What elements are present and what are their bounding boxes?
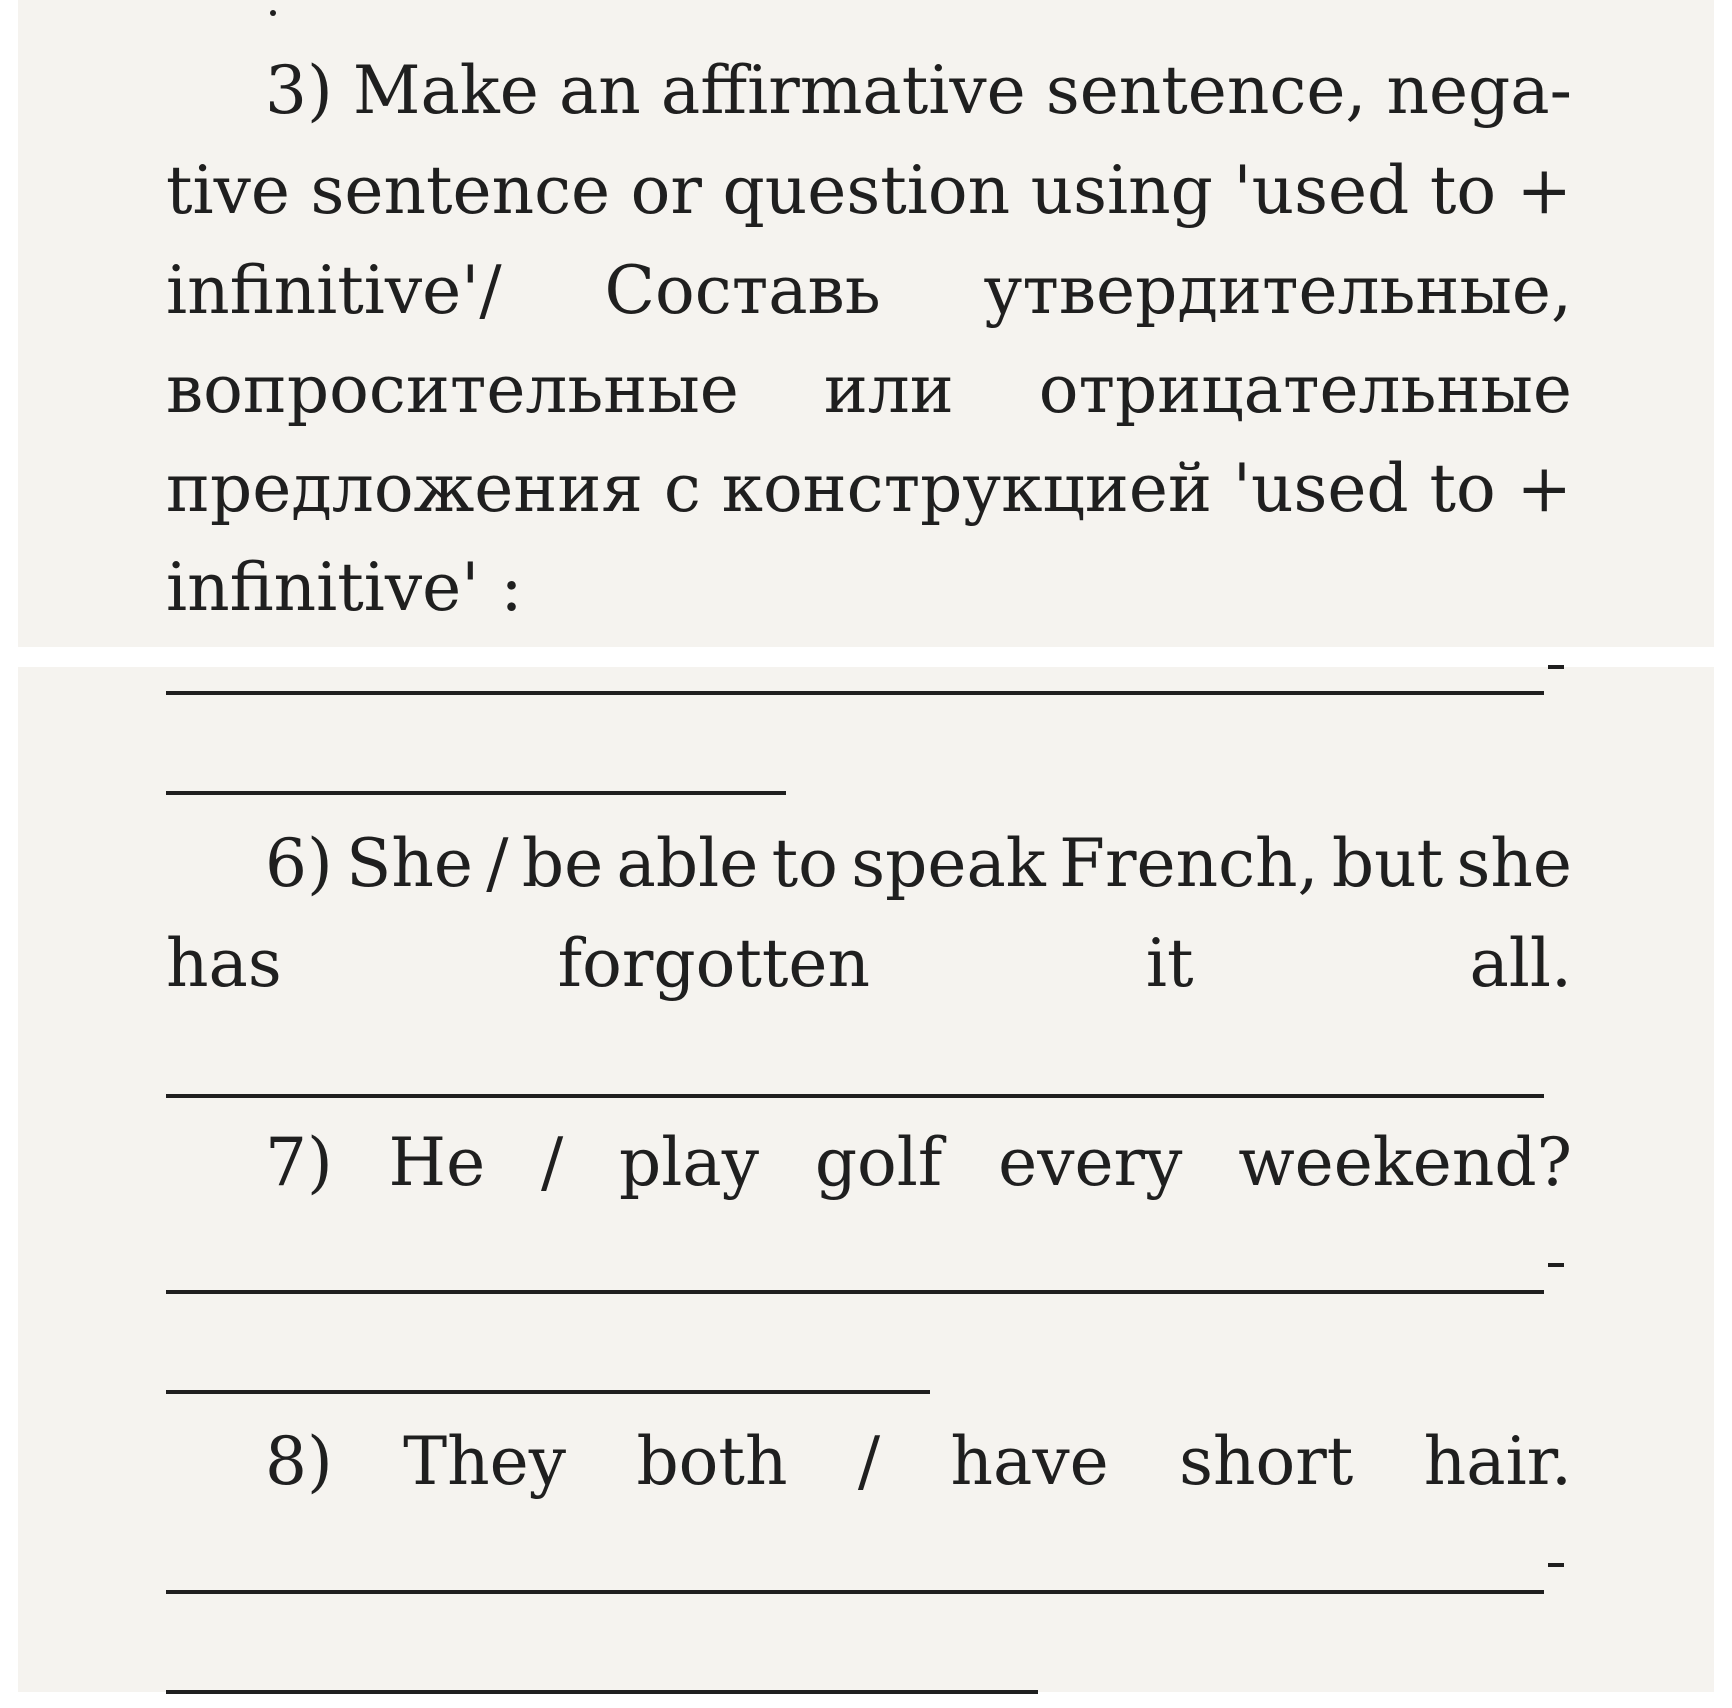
answer-line[interactable] bbox=[166, 691, 1544, 695]
item6-line-2: has forgotten it all. bbox=[166, 925, 1572, 1002]
task3-line-6: infinitive' : bbox=[166, 549, 523, 626]
task3-line-2: tive sentence or question using 'used to + bbox=[166, 152, 1572, 229]
item7-line-1: 7) He / play golf every weekend? bbox=[265, 1124, 1572, 1201]
answer-line[interactable] bbox=[166, 1590, 1544, 1594]
task3-line-5: предложения с конструкцией 'used to + bbox=[166, 450, 1572, 527]
answer-line[interactable] bbox=[166, 1290, 1544, 1294]
answer-line[interactable] bbox=[166, 1094, 1544, 1098]
line-hyphen bbox=[1548, 1263, 1564, 1267]
item8-line-1: 8) They both / have short hair. bbox=[265, 1423, 1572, 1500]
answer-line[interactable] bbox=[166, 1390, 930, 1394]
line-hyphen bbox=[1548, 1563, 1564, 1567]
answer-line[interactable] bbox=[166, 1690, 1038, 1694]
task3-line-4: вопросительные или отрицательные bbox=[166, 351, 1572, 428]
item6-line-1: 6) She / be able to speak French, but she bbox=[265, 825, 1572, 902]
answer-line[interactable] bbox=[166, 791, 786, 795]
task3-line-1: 3) Make an affirmative sentence, nega- bbox=[265, 52, 1572, 129]
line-hyphen bbox=[1548, 665, 1564, 669]
task3-line-3: infinitive'/ Составь утвердительные, bbox=[166, 252, 1572, 329]
stray-dot bbox=[270, 10, 276, 16]
